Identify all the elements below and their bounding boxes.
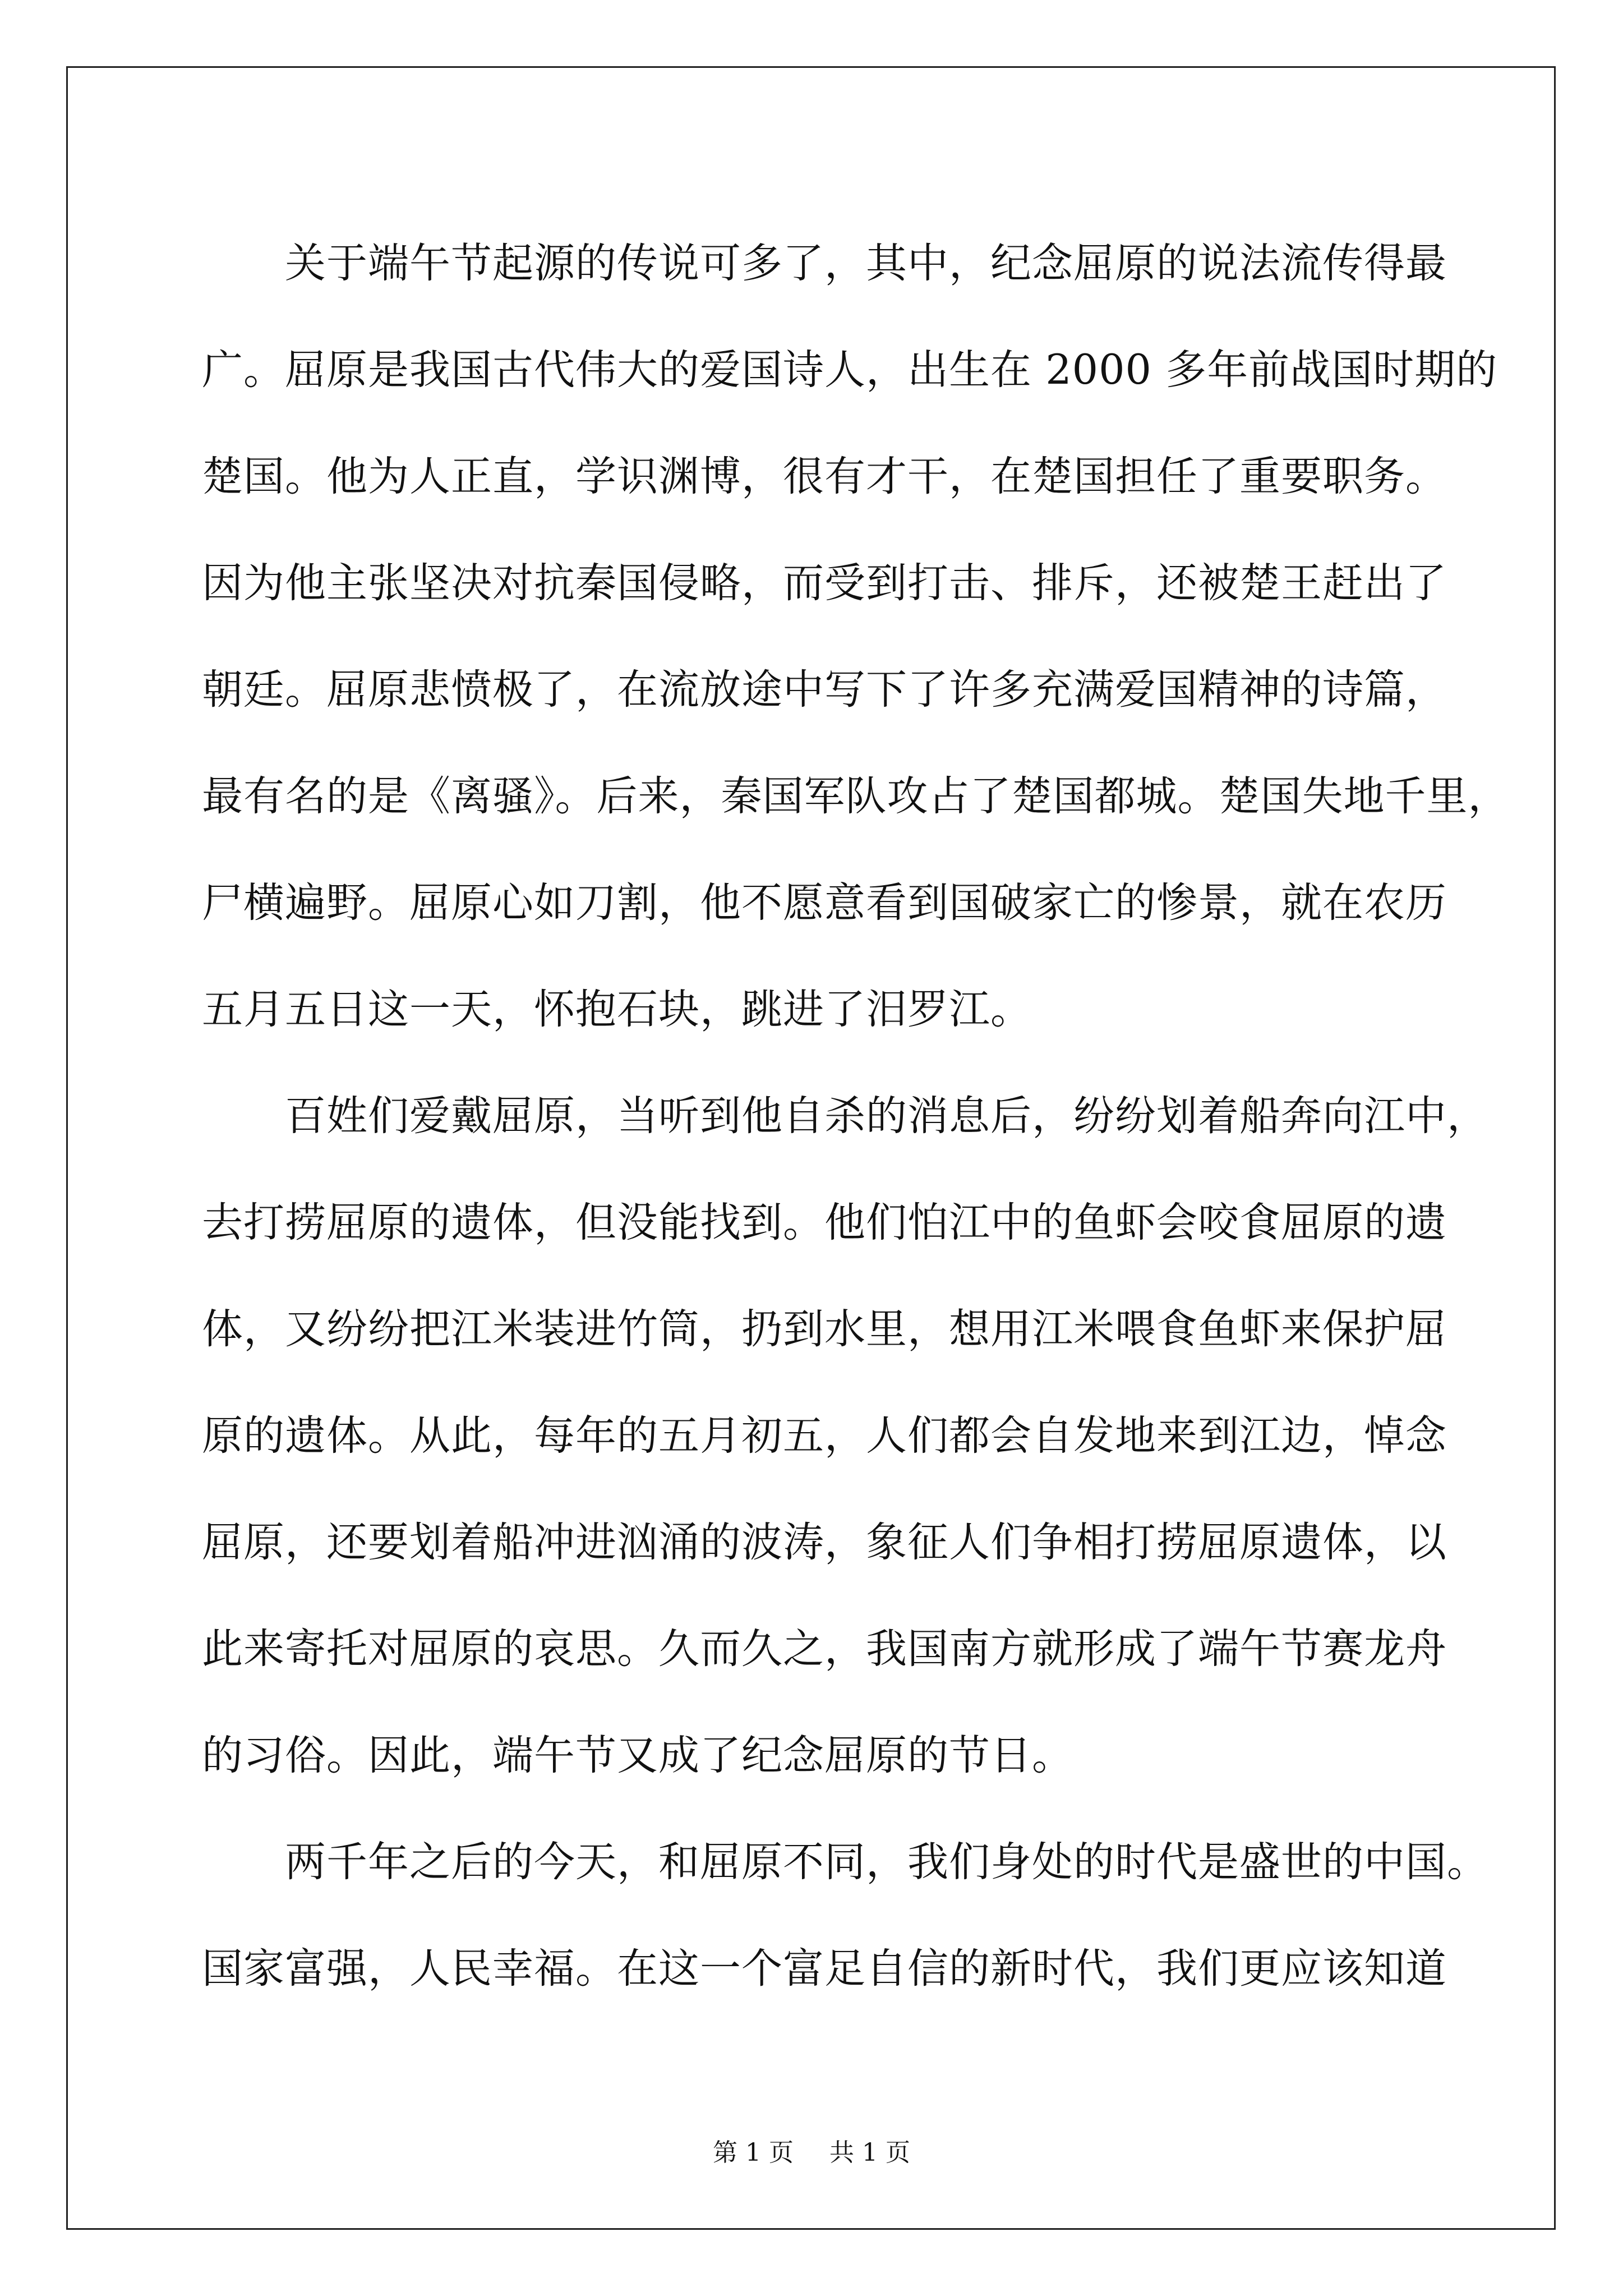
- paragraph-2-line-3: 体，又纷纷把江米装进竹筒，扔到水里，想用江米喂食鱼虾来保护屈: [202, 1305, 1447, 1353]
- paragraph-2-line-7: 的习俗。因此，端午节又成了纪念屈原的节日。: [202, 1732, 1073, 1779]
- page-number: 第 1 页: [713, 2138, 794, 2167]
- page-footer: [0, 2136, 1623, 2170]
- paragraph-1-line-1: 关于端午节起源的传说可多了，其中，纪念屈原的说法流传得最: [285, 240, 1447, 287]
- paragraph-1-line-8: 五月五日这一天，怀抱石块，跳进了汨罗江。: [202, 986, 1032, 1033]
- paragraph-3-line-1: 两千年之后的今天，和屈原不同，我们身处的时代是盛世的中国。: [285, 1838, 1488, 1886]
- paragraph-3-line-2: 国家富强，人民幸福。在这一个富足自信的新时代，我们更应该知道: [202, 1945, 1447, 1993]
- paragraph-1-line-5: 朝廷。屈原悲愤极了，在流放途中写下了许多充满爱国精神的诗篇，: [202, 666, 1447, 714]
- paragraph-2-line-1: 百姓们爱戴屈原，当听到他自杀的消息后，纷纷划着船奔向江中，: [285, 1092, 1488, 1140]
- document-body: [202, 210, 1510, 2022]
- paragraph-1-line-6: 最有名的是《离骚》。后来，秦国军队攻占了楚国都城。楚国失地千里，: [202, 772, 1510, 820]
- paragraph-1-line-7: 尸横遍野。屈原心如刀割，他不愿意看到国破家亡的惨景，就在农历: [202, 879, 1447, 927]
- page-total: 共 1 页: [829, 2138, 910, 2167]
- paragraph-2-line-6: 此来寄托对屈原的哀思。久而久之，我国南方就形成了端午节赛龙舟: [202, 1625, 1447, 1673]
- paragraph-2-line-4: 原的遗体。从此，每年的五月初五，人们都会自发地来到江边，悼念: [202, 1412, 1447, 1460]
- paragraph-1-line-4: 因为他主张坚决对抗秦国侵略，而受到打击、排斥，还被楚王赶出了: [202, 559, 1447, 607]
- paragraph-2-line-2: 去打捞屈原的遗体，但没能找到。他们怕江中的鱼虾会咬食屈原的遗: [202, 1199, 1447, 1246]
- paragraph-1-line-2: 广。屈原是我国古代伟大的爱国诗人，出生在 2000 多年前战国时期的: [202, 346, 1498, 394]
- paragraph-1-line-3: 楚国。他为人正直，学识渊博，很有才干，在楚国担任了重要职务。: [202, 453, 1447, 500]
- paragraph-2-line-5: 屈原，还要划着船冲进汹涌的波涛，象征人们争相打捞屈原遗体，以: [202, 1519, 1447, 1566]
